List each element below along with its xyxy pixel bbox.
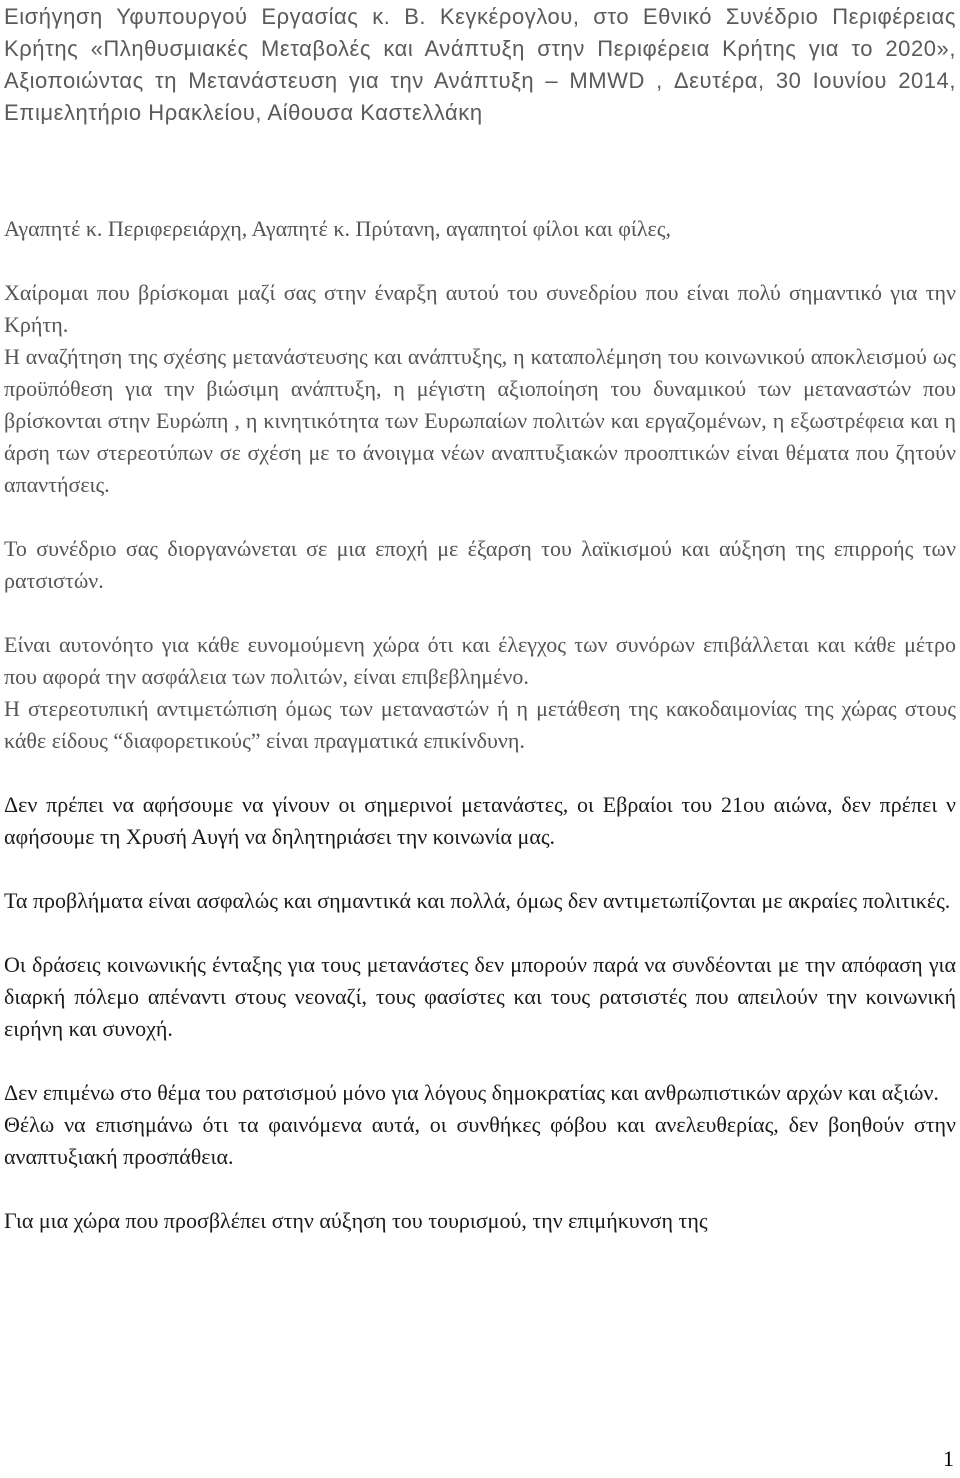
paragraph-golden-dawn: Δεν πρέπει να αφήσουμε να γίνουν οι σημερινοί μετανάστες, οι Εβραίοι του 21ου αιώνα, δεν πρέπει ν αφήσουμε τη Χρυσή Αυγή να δηλητηριάσει την κοινωνία μας. <box>4 792 956 849</box>
greeting: Αγαπητέ κ. Περιφερειάρχη, Αγαπητέ κ. Πρύτανη, αγαπητοί φίλοι και φίλες, <box>4 216 671 241</box>
spacer <box>4 757 956 789</box>
paragraph-problems: Τα προβλήματα είναι ασφαλώς και σημαντικά και πολλά, όμως δεν αντιμετωπίζονται με ακραίες πολιτικές. <box>4 888 951 913</box>
spacer <box>4 129 956 213</box>
paragraph-intro: Χαίρομαι που βρίσκομαι μαζί σας στην έναρξη αυτού του συνεδρίου που είναι πολύ σημαντικό για την Κρήτη. <box>4 280 956 337</box>
paragraph-fear: Θέλω να επισημάνω ότι τα φαινόμενα αυτά, οι συνθήκες φόβου και ανελευθερίας, δεν βοηθούν στην αναπτυξιακή προσπάθεια. <box>4 1112 956 1169</box>
document-title: Εισήγηση Υφυπουργού Εργασίας κ. Β. Κεγκέρογλου, στο Εθνικό Συνέδριο Περιφέρειας Κρήτης «Πληθυσμιακές Μεταβολές και Ανάπτυξη στην Περιφέρεια Κρήτης για το 2020», Αξιοποιώντας τη Μετανάστευση για την Ανάπτυξη – MMWD , Δευτέρα, 30 Ιουνίου 2014, Επιμελητήριο Ηρακλείου, Αίθουσα Καστελλάκη <box>4 4 956 125</box>
spacer <box>4 501 956 533</box>
paragraph-stereotypes: Η στερεοτυπική αντιμετώπιση όμως των μεταναστών ή η μετάθεση της κακοδαιμονίας της χώρας στους κάθε είδους “διαφορετικούς” είναι πραγματικά επικίνδυνη. <box>4 696 956 753</box>
paragraph-border-control: Είναι αυτονόητο για κάθε ευνομούμενη χώρα ότι και έλεγχος των συνόρων επιβάλλεται και κάθε μέτρο που αφορά την ασφάλεια των πολιτών, είναι επιβεβλημένο. <box>4 632 956 689</box>
spacer <box>4 1045 956 1077</box>
paragraph-tourism: Για μια χώρα που προσβλέπει στην αύξηση του τουρισμού, την επιμήκυνση της <box>4 1208 708 1233</box>
spacer <box>4 1173 956 1205</box>
paragraph-racism: Δεν επιμένω στο θέμα του ρατσισμού μόνο για λόγους δημοκρατίας και ανθρωπιστικών αρχών και αξιών. <box>4 1080 939 1105</box>
spacer <box>4 597 956 629</box>
paragraph-topics: Η αναζήτηση της σχέσης μετανάστευσης και ανάπτυξης, η καταπολέμηση του κοινωνικού αποκλεισμού ως προϋπόθεση για την βιώσιμη ανάπτυξη, η μέγιστη αξιοποίηση του δυναμικού των μεταναστών που βρίσκονται στην Ευρώπη , η κινητικότητα των Ευρωπαίων πολιτών και εργαζομένων, η εξωστρέφεια και η άρση των στερεοτύπων σε σχέση με το άνοιγμα νέων αναπτυξιακών προοπτικών είναι θέματα που ζητούν απαντήσεις. <box>4 344 956 497</box>
document-page <box>4 0 956 1237</box>
paragraph-populism: Το συνέδριο σας διοργανώνεται σε μια εποχή με έξαρση του λαϊκισμού και αύξηση της επιρροής των ρατσιστών. <box>4 536 956 593</box>
spacer <box>4 853 956 885</box>
paragraph-integration: Οι δράσεις κοινωνικής ένταξης για τους μετανάστες δεν μπορούν παρά να συνδέονται με την απόφαση για διαρκή πόλεμο απέναντι στους νεοναζί, τους φασίστες και τους ρατσιστές που απειλούν την κοινωνική ειρήνη και συνοχή. <box>4 952 956 1041</box>
page-number: 1 <box>943 1446 954 1471</box>
spacer <box>4 245 956 277</box>
spacer <box>4 917 956 949</box>
